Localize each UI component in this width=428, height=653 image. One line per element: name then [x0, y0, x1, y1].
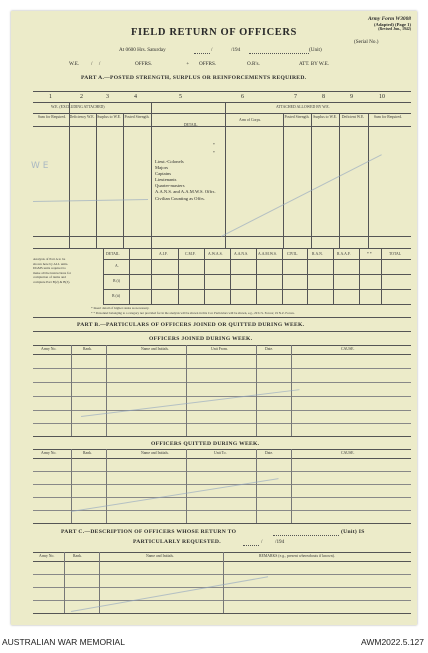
analysis-col-ran: R.A.N. — [312, 252, 323, 256]
part-a-heading: PART A.—POSTED STRENGTH, SURPLUS OR REINFORCEMENTS REQUIRED. — [81, 75, 307, 81]
col-num-10: 10 — [379, 94, 385, 100]
we-group-label: W.E. (EXCLUDING ATTACHED) — [51, 105, 105, 109]
col-head-4: Posted Strength. — [124, 115, 150, 119]
joined-col-name: Name and Initials. — [141, 347, 169, 351]
analysis-col-civil: CIVIL. — [287, 252, 299, 256]
unit-label: (Unit) — [309, 47, 322, 53]
form-title: FIELD RETURN OF OFFICERS — [131, 27, 297, 38]
serial-no: (Serial No.) — [354, 39, 379, 45]
pencil-line — [221, 154, 382, 237]
col-num-7: 7 — [294, 94, 297, 100]
part-c-year: /194 — [275, 539, 285, 545]
joined-col-unit-from: Unit From. — [211, 347, 228, 351]
col-num-6: 6 — [241, 94, 244, 100]
rank-captains: Captains — [155, 171, 172, 177]
rank-aans: A.A.N.S. and A.A.M.W.S. Offrs. — [155, 189, 216, 195]
quitted-col-date: Date. — [265, 451, 274, 455]
rank-majors: Majors — [155, 165, 169, 171]
part-c-unit: (Unit) IS — [341, 529, 365, 535]
analysis-col-aans: A.A.N.S. — [234, 252, 249, 256]
col-head-9: Deficient W.E. — [341, 115, 365, 119]
pencil-mark: W E — [31, 161, 49, 171]
offrs-label-2: OFFRS. — [199, 61, 217, 67]
col-head-2: Deficiency W.E. — [69, 115, 95, 119]
ors-label: O.R's. — [247, 61, 260, 67]
col-head-7: Posted Strength. — [284, 115, 310, 119]
col-head-5: DETAIL. — [183, 123, 199, 127]
col-num-3: 3 — [106, 94, 109, 100]
attached-group-label: ATTACHED ALLOWED BY W.E. — [276, 105, 330, 109]
analysis-col-aamws: A.A.M.W.S. — [258, 252, 277, 256]
joined-col-cause: CAUSE. — [341, 347, 355, 351]
note-1: * Insert detail of higher ranks as necessary. — [91, 306, 150, 310]
analysis-col-other: * * — [367, 252, 372, 256]
col-head-8: Surplus to W.E. — [313, 115, 337, 119]
form-revised: (Revised Jun., 1942) — [378, 27, 411, 32]
part-c-heading: PART C.—DESCRIPTION OF OFFICERS WHOSE RETURN TO — [61, 529, 237, 535]
analysis-col-raaf: R.A.A.F. — [337, 252, 351, 256]
note-2: * * Personnel belonging to a category not provided for in the analysis will be shown in this Col. Particulars will be shown, e.g., 29 U.S. Forces; 19 N.Z. Forces. — [91, 311, 295, 315]
joined-col-army-no: Army No. — [41, 347, 57, 351]
rank-civilian: Civilian Counting as Offrs. — [155, 195, 205, 201]
form-number-text: Army Form W3008 — [367, 16, 411, 22]
pencil-line — [33, 199, 148, 202]
form-adapted: (Adapted) (Page 1) — [374, 22, 411, 28]
form-number — [368, 17, 411, 33]
col-head-6: Arm of Corps. — [238, 118, 262, 122]
analysis-col-cmf: C.M.F. — [185, 252, 196, 256]
pencil-line — [71, 576, 268, 612]
part-c-heading-2: PARTICULARLY REQUESTED. — [133, 539, 221, 545]
part-c-col-remarks: REMARKS (e.g., present whereabouts if known). — [259, 554, 335, 558]
part-b-heading: PART B.—PARTICULARS OF OFFICERS JOINED OR QUITTED DURING WEEK. — [77, 322, 305, 328]
analysis-col-total: TOTAL — [389, 252, 402, 256]
col-head-10: Sum for Required. — [373, 115, 403, 119]
part-c-col-rank: Rank. — [73, 554, 82, 558]
pencil-line — [81, 389, 299, 417]
rank-quartermasters: Quarter-masters — [155, 183, 185, 189]
part-c-col-army-no: Army No. — [39, 554, 55, 558]
at-line: At 0600 Hrs. Saturday — [119, 47, 166, 53]
quitted-col-cause: CAUSE. — [341, 451, 355, 455]
quitted-col-army-no: Army No. — [41, 451, 57, 455]
att-by-we: ATT. BY W.E. — [299, 61, 330, 67]
footer-institution: AUSTRALIAN WAR MEMORIAL — [2, 637, 125, 647]
analysis-row-a: A. — [115, 264, 119, 268]
quitted-col-rank: Rank. — [83, 451, 92, 455]
joined-heading: OFFICERS JOINED DURING WEEK. — [149, 336, 253, 342]
offrs-label: OFFRS. — [135, 61, 153, 67]
rank-lieut-colonels: Lieut.-Colonels — [155, 159, 184, 164]
analysis-row-bii: B (ii) — [112, 294, 121, 298]
col-num-9: 9 — [350, 94, 353, 100]
quitted-heading: OFFICERS QUITTED DURING WEEK. — [151, 441, 260, 447]
rank-lieutenants: Lieutenants — [155, 177, 177, 183]
analysis-note: Analysis of Part A to be shown here by ALL units. DGMS units required to make all the instructions for completion of items and complete Part B(2) & B(3). — [33, 257, 72, 284]
col-num-5: 5 — [179, 94, 182, 100]
analysis-row-bi: B (i) — [113, 279, 121, 283]
col-num-2: 2 — [80, 94, 83, 100]
form-sheet: FIELD RETURN OF OFFICERS Army Form W3008 (Adapted) (Page 1) (Revised Jun., 1942) (Serial No.) At 0600 Hrs. Saturday / /194 (Unit) W.E. / / OFFRS. + OFFRS. O.R's. ATT. BY W.E. PART A.—POSTED STRENGTH, SURPLUS OR REINFORCEMENTS REQUIRED. 1 2 3 4 5 6 7 8 9 10 W.E. (EXCLUDING ATTACHED) ATTACHED ALLOWED BY W.E. Sum for Required. Deficiency W.E. Surplus to W.E. Posted Strength. DETAIL. Arm of Corps. Posted Strength. Surplus to W.E. Deficient W.E. Sum for Required. Lieut.-Colonels Majors Captains Lieutenants Quarter-masters A.A.N.S. and A.A.M.W.S. Offrs. Civilian Counting as Offrs. * * Analysis of Part A to be shown here by ALL units. DGMS units required to make all the instructions for completion of items and complete Part B(2) & B(3). DETAIL A.I.F. C.M.F. A.W.A.S. A.A.N.S. A.A.M.W.S. CIVIL. R.A.N. R.A.A.F. * * TOTAL A. B (i) B (ii) * Insert detail of higher ranks as necessary. * * Personnel belonging to a category not provided for in the analysis will be shown in this Col. Particulars will be shown, e.g., 29 U.S. Forces; 19 N.Z. Forces. PART B.—PARTICULARS OF OFFICERS JOINED OR QUITTED DURING WEEK. OFFICERS JOINED DURING WEEK. Army No. Rank. Name and Initials. Unit From. Date. CAUSE. OFFICERS QUITTED DURING WEEK. Army No. Rank. Name and Initials. Unit To. Date. CAUSE. PART C.—DESCRIPTION OF OFFICERS WHOSE RETURN TO (Unit) IS PARTICULARLY REQUESTED. / /194 Army No. Rank. Name and Initials. REMARKS (e.g., present whereabouts if known). W E — [11, 11, 417, 625]
quitted-col-name: Name and Initials. — [141, 451, 169, 455]
col-head-1: Sum for Required. — [37, 115, 67, 119]
analysis-col-aif: A.I.F. — [159, 252, 168, 256]
part-c-col-name: Name and Initials. — [146, 554, 174, 558]
footer-accession: AWM2022.5.127 — [361, 637, 424, 647]
analysis-col-detail: DETAIL — [106, 252, 120, 256]
joined-col-date: Date. — [265, 347, 274, 351]
col-head-3: Surplus to W.E. — [97, 115, 121, 119]
col-num-1: 1 — [49, 94, 52, 100]
joined-col-rank: Rank. — [83, 347, 92, 351]
quitted-col-unit-to: Unit To. — [214, 451, 227, 455]
col-num-4: 4 — [134, 94, 137, 100]
analysis-col-awas: A.W.A.S. — [208, 252, 223, 256]
at-year: /194 — [231, 47, 241, 53]
col-num-8: 8 — [322, 94, 325, 100]
we-label: W.E. — [69, 61, 80, 67]
